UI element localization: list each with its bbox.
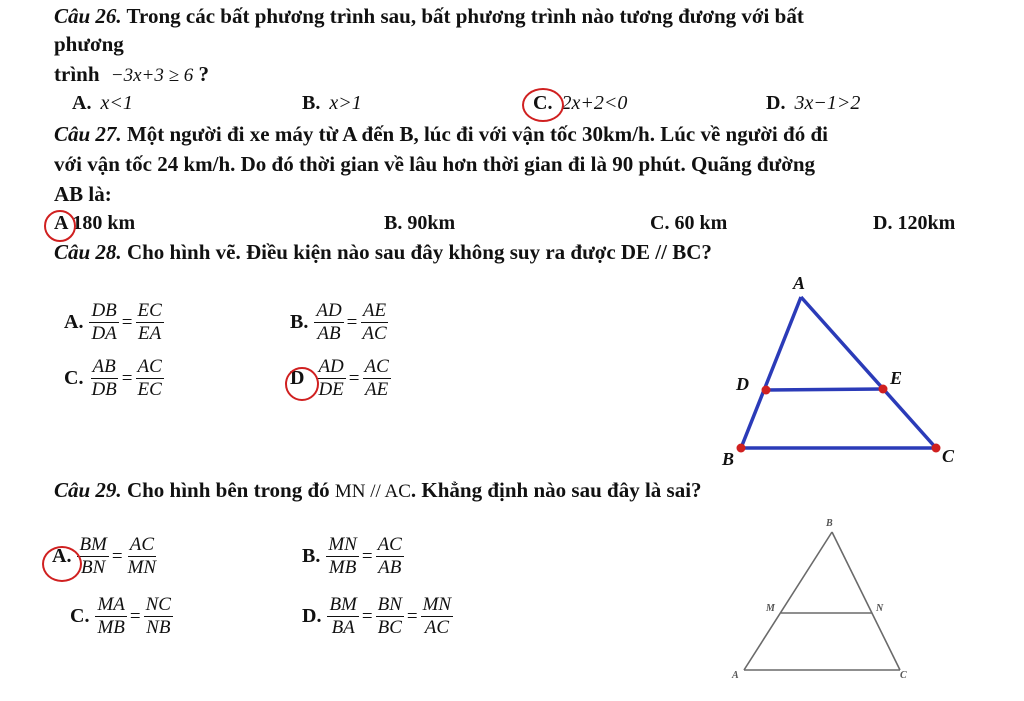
- q27-option-d[interactable]: [873, 212, 955, 235]
- frac-numerator: AC: [364, 356, 389, 377]
- frac-denominator: MN: [127, 557, 157, 578]
- q28-option-a-frac1: [89, 300, 118, 345]
- q26-option-a[interactable]: [72, 92, 133, 115]
- q27-line3: AB là:: [54, 182, 112, 206]
- frac-numerator: AE: [362, 300, 387, 321]
- q29-option-d-frac2: [376, 594, 404, 639]
- frac-denominator: EA: [138, 323, 162, 344]
- frac-numerator: MN: [328, 534, 357, 555]
- q27-option-d-value: 120km: [892, 212, 956, 234]
- frac-numerator: MN: [422, 594, 452, 615]
- q28-option-b[interactable]: [290, 300, 391, 345]
- q27-option-c[interactable]: [650, 212, 727, 235]
- frac-numerator: AD: [316, 300, 342, 321]
- q29-option-c-key: C.: [70, 605, 90, 627]
- q29-cond: MN // AC: [334, 481, 411, 502]
- q28-triangle-figure: [720, 270, 970, 470]
- q26-text3: trình: [54, 62, 100, 86]
- frac-numerator: BM: [329, 594, 357, 615]
- q27-option-b-key: B.: [384, 212, 403, 234]
- frac-denominator: AB: [317, 323, 341, 344]
- q28-option-b-key: B.: [290, 311, 309, 333]
- point-d: [762, 386, 771, 395]
- q26-option-b-value: x>1: [329, 92, 362, 114]
- q29-option-d-key: D.: [302, 605, 322, 627]
- label-a: A: [793, 273, 806, 293]
- q26-line1: [54, 4, 804, 29]
- q28-option-d-frac2: [363, 356, 391, 401]
- equals-sign: =: [346, 311, 358, 333]
- frac-denominator: DE: [318, 379, 344, 400]
- frac-denominator: AC: [362, 323, 387, 344]
- q26-line2: phương: [54, 32, 124, 56]
- q29-option-a-frac1: [77, 534, 108, 579]
- frac-denominator: DA: [91, 323, 117, 344]
- q29-option-b-key: B.: [302, 545, 321, 567]
- q29-option-c-frac1: [95, 594, 126, 639]
- label-d: D: [736, 374, 749, 394]
- point-e: [879, 385, 888, 394]
- frac-denominator: BA: [331, 617, 355, 638]
- frac-numerator: DB: [91, 300, 117, 321]
- q29-option-a-frac2: [126, 534, 159, 579]
- q29-option-b-frac2: [376, 534, 404, 579]
- q28-text: Cho hình vẽ. Điều kiện nào sau đây không suy ra được DE // BC?: [121, 240, 712, 264]
- q28-option-c-key: C.: [64, 367, 84, 389]
- q28-option-c[interactable]: [64, 356, 166, 401]
- q26-answer-circle: [522, 88, 564, 122]
- frac-denominator: AE: [365, 379, 389, 400]
- q26-option-b[interactable]: [302, 92, 362, 115]
- label-b: B: [722, 449, 735, 469]
- q26-option-d-value: 3x−1>2: [794, 92, 861, 114]
- q28-option-d-key: D: [290, 367, 305, 389]
- q28-label: Câu 28.: [54, 240, 122, 264]
- q27-option-b-value: 90km: [402, 212, 456, 234]
- q29-option-b-frac1: [326, 534, 359, 579]
- q26-tail: ?: [193, 62, 210, 86]
- q27-label: Câu 27.: [54, 122, 122, 146]
- q28-option-b-frac1: [314, 300, 343, 345]
- frac-numerator: AC: [137, 356, 162, 377]
- q26-expr: −3x+3 ≥ 6: [110, 65, 194, 86]
- q26-option-a-key: A.: [72, 92, 92, 114]
- q26-option-a-value: x<1: [100, 92, 133, 114]
- q26-option-c-value: 2x+2<0: [561, 92, 628, 114]
- side-ab: [741, 297, 801, 448]
- q29-answer-circle: [42, 546, 82, 582]
- equals-sign: =: [348, 367, 360, 389]
- q27-option-a-value: 180 km: [67, 212, 136, 234]
- q28-line1: [54, 240, 712, 265]
- q26-label: Câu 26.: [54, 4, 122, 28]
- q28-option-c-frac2: [136, 356, 164, 401]
- point-c: [932, 444, 941, 453]
- q28-option-d-frac1: [316, 356, 345, 401]
- q28-option-a[interactable]: [64, 300, 166, 345]
- q29-label: Câu 29.: [54, 478, 122, 502]
- q29-option-b[interactable]: [302, 534, 406, 579]
- frac-denominator: NB: [146, 617, 171, 638]
- side-ac: [801, 297, 936, 448]
- q27-line2: với vận tốc 24 km/h. Do đó thời gian về lâu hơn thời gian đi là 90 phút. Quãng đường: [54, 152, 816, 176]
- frac-numerator: AC: [377, 534, 402, 555]
- frac-denominator: AC: [424, 617, 449, 638]
- q29-text-b: . Khẳng định nào sau đây là sai?: [410, 478, 702, 502]
- q28-option-a-frac2: [136, 300, 164, 345]
- equals-sign: =: [406, 605, 418, 627]
- q29-line1: [54, 478, 702, 504]
- frac-denominator: BN: [81, 557, 106, 578]
- frac-denominator: MB: [97, 617, 125, 638]
- frac-denominator: EC: [137, 379, 162, 400]
- label-m: M: [766, 603, 775, 614]
- frac-numerator: AD: [318, 356, 344, 377]
- q28-option-c-frac1: [89, 356, 118, 401]
- q27-option-b[interactable]: [384, 212, 455, 235]
- frac-denominator: MB: [328, 557, 357, 578]
- q27-line1: [54, 122, 828, 147]
- frac-numerator: MA: [97, 594, 125, 615]
- q26-option-d-key: D.: [766, 92, 786, 114]
- equals-sign: =: [121, 311, 133, 333]
- frac-denominator: BC: [377, 617, 402, 638]
- q26-option-b-key: B.: [302, 92, 321, 114]
- frac-numerator: NC: [145, 594, 171, 615]
- q29-option-d-frac3: [421, 594, 454, 639]
- q29-option-a-key: A.: [52, 545, 72, 567]
- q27-text1: Một người đi xe máy từ A đến B, lúc đi với vận tốc 30km/h. Lúc về người đó đi: [121, 122, 828, 146]
- q29-text-a: Cho hình bên trong đó: [121, 478, 335, 502]
- segment-de: [766, 389, 883, 390]
- frac-numerator: AC: [129, 534, 154, 555]
- label-b: B: [826, 518, 833, 529]
- q27-answer-circle: [44, 210, 76, 242]
- q27-option-c-value: 60 km: [669, 212, 728, 234]
- frac-numerator: BN: [377, 594, 402, 615]
- point-b: [737, 444, 746, 453]
- q29-option-d[interactable]: [302, 594, 455, 639]
- q26-text1: Trong các bất phương trình sau, bất phương trình nào tương đương với bất: [121, 4, 804, 28]
- q28-option-a-key: A.: [64, 311, 84, 333]
- equals-sign: =: [361, 605, 373, 627]
- equals-sign: =: [121, 367, 133, 389]
- frac-denominator: DB: [91, 379, 117, 400]
- q29-option-d-frac1: [327, 594, 358, 639]
- label-c: C: [900, 670, 907, 681]
- q28-answer-circle: [285, 367, 319, 401]
- q28-option-b-frac2: [360, 300, 388, 345]
- equals-sign: =: [361, 545, 373, 567]
- equals-sign: =: [111, 545, 123, 567]
- q26-line3: [54, 62, 209, 88]
- q27-option-d-key: D.: [873, 212, 893, 234]
- q29-triangle-figure: [722, 512, 918, 690]
- label-a: A: [732, 670, 739, 681]
- frac-denominator: AB: [378, 557, 402, 578]
- label-c: C: [942, 446, 955, 466]
- frac-numerator: BM: [79, 534, 107, 555]
- label-n: N: [876, 603, 884, 614]
- q26-option-d[interactable]: [766, 92, 860, 115]
- q26-option-c-key: C.: [533, 92, 553, 114]
- frac-numerator: EC: [137, 300, 162, 321]
- q29-option-c[interactable]: [70, 594, 175, 639]
- frac-numerator: AB: [92, 356, 116, 377]
- q29-option-c-frac2: [144, 594, 173, 639]
- q27-option-c-key: C.: [650, 212, 670, 234]
- figure-background: [722, 512, 918, 690]
- equals-sign: =: [129, 605, 141, 627]
- label-e: E: [890, 368, 903, 388]
- q27-option-a-key: A: [54, 212, 68, 234]
